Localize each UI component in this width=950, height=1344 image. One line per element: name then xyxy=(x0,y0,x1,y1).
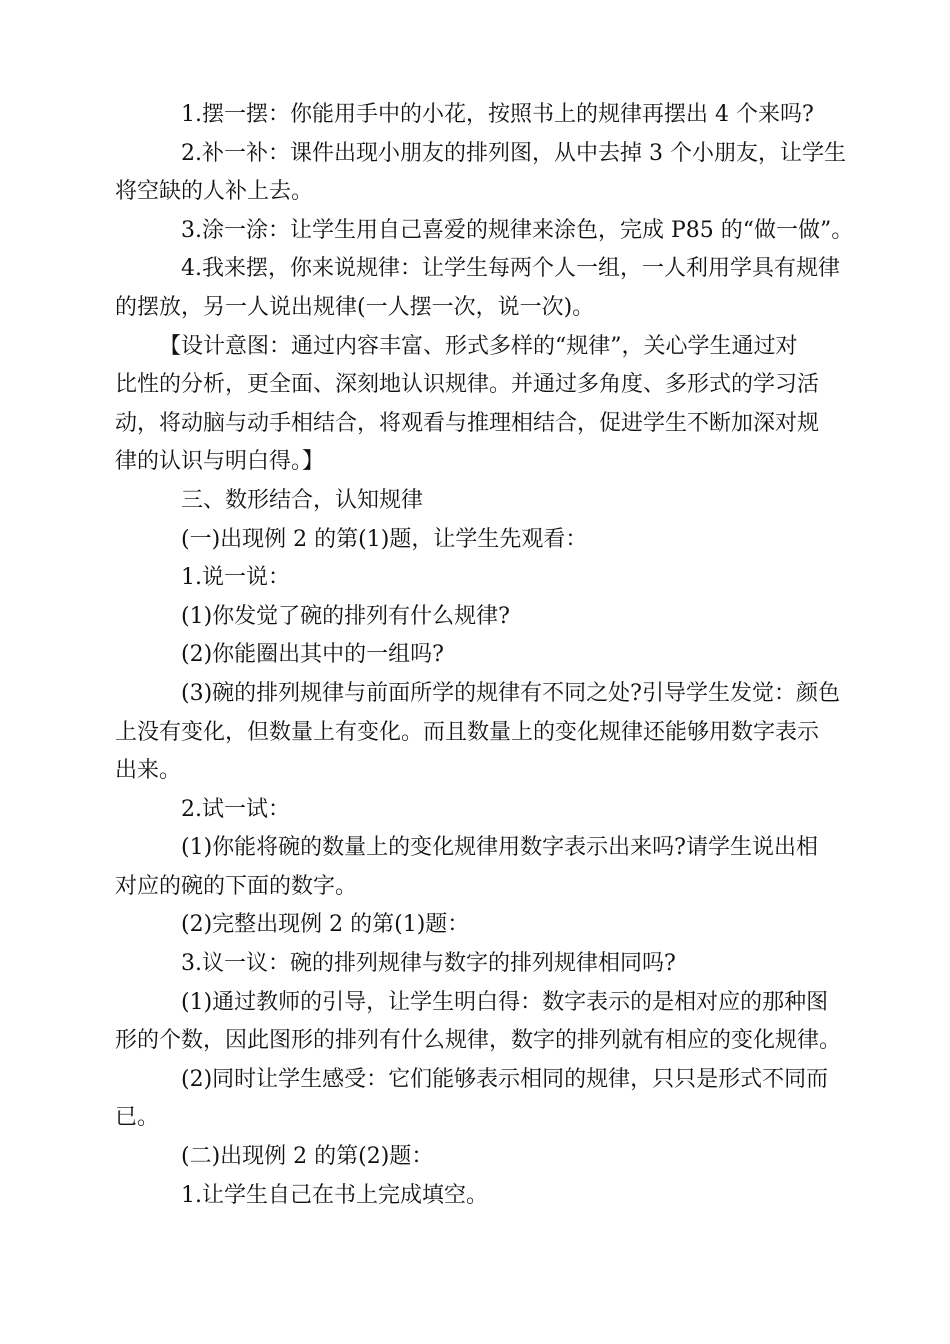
paragraph-line: 形的个数，因此图形的排列有什么规律，数字的排列就有相应的变化规律。 xyxy=(115,1028,842,1054)
paragraph-line: (1)你发觉了碗的排列有什么规律? xyxy=(181,603,510,629)
paragraph-line: 1.说一说： xyxy=(181,565,290,591)
paragraph-line: 出来。 xyxy=(115,758,182,784)
paragraph-line: 1.让学生自己在书上完成填空。 xyxy=(181,1182,488,1208)
paragraph-line: 上没有变化，但数量上有变化。而且数量上的变化规律还能够用数字表示 xyxy=(115,719,820,745)
paragraph-line: (1)你能将碗的数量上的变化规律用数字表示出来吗?请学生说出相 xyxy=(181,835,818,861)
paragraph-line: (3)碗的排列规律与前面所学的规律有不同之处?引导学生发觉：颜色 xyxy=(181,680,840,706)
design-intent-line: 【设计意图：通过内容丰富、形式多样的“规律”，关心学生通过对 xyxy=(159,333,798,359)
paragraph-line: (2)你能圈出其中的一组吗? xyxy=(181,642,444,668)
design-intent-line: 比性的分析，更全面、深刻地认识规律。并通过多角度、多形式的学习活 xyxy=(115,372,820,398)
paragraph-line: 2.试一试： xyxy=(181,796,290,822)
paragraph-line: (1)通过教师的引导，让学生明白得：数字表示的是相对应的那种图 xyxy=(181,989,829,1015)
paragraph-line: 将空缺的人补上去。 xyxy=(115,179,314,205)
paragraph-line: 已。 xyxy=(115,1105,160,1131)
paragraph-line: (2)完整出现例 2 的第(1)题： xyxy=(181,912,470,938)
paragraph-line: 的摆放，另一人说出规律(一人摆一次，说一次)。 xyxy=(115,294,595,320)
paragraph-line: (二)出现例 2 的第(2)题： xyxy=(181,1144,434,1170)
paragraph-line: 对应的碗的下面的数字。 xyxy=(115,873,358,899)
design-intent-line: 动，将动脑与动手相结合，将观看与推理相结合，促进学生不断加深对规 xyxy=(115,410,820,436)
paragraph-line: 4.我来摆，你来说规律：让学生每两个人一组，一人利用学具有规律 xyxy=(181,256,840,282)
paragraph-line: 2.补一补：课件出现小朋友的排列图，从中去掉 3 个小朋友，让学生 xyxy=(181,140,846,166)
design-intent-line: 律的认识与明白得。】 xyxy=(115,449,325,475)
paragraph-line: 3.涂一涂：让学生用自己喜爱的规律来涂色，完成 P85 的“做一做”。 xyxy=(181,217,854,243)
paragraph-line: (2)同时让学生感受：它们能够表示相同的规律，只只是形式不同而 xyxy=(181,1066,829,1092)
section-heading: 三、数形结合，认知规律 xyxy=(181,487,424,513)
paragraph-line: (一)出现例 2 的第(1)题，让学生先观看： xyxy=(181,526,588,552)
paragraph-line: 3.议一议：碗的排列规律与数字的排列规律相同吗? xyxy=(181,951,676,977)
paragraph-line: 1.摆一摆：你能用手中的小花，按照书上的规律再摆出 4 个来吗? xyxy=(181,102,814,127)
document-body xyxy=(115,96,854,1215)
